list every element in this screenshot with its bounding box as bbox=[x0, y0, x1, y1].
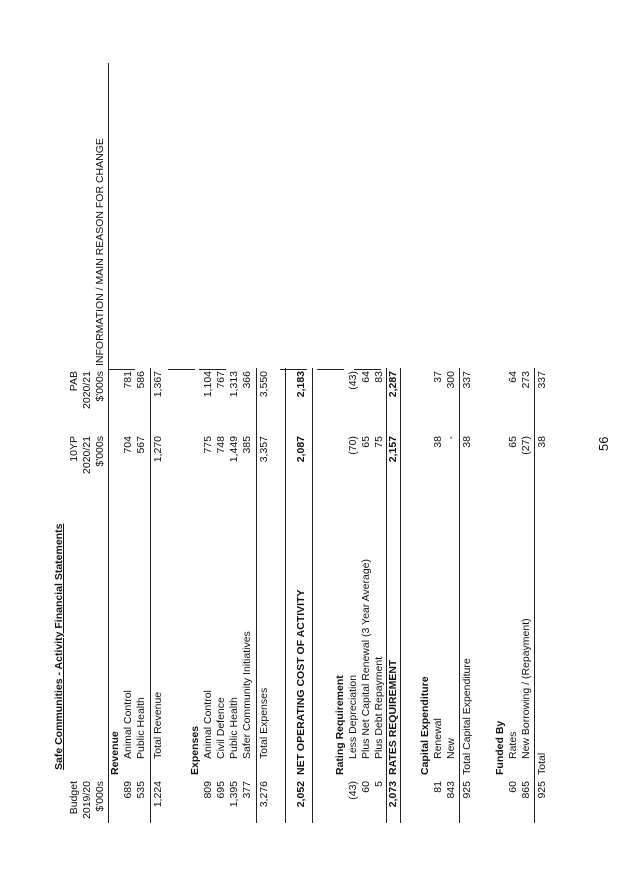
pab-header-3: $'000s bbox=[94, 371, 106, 402]
rating-row-1-budget: (43) bbox=[347, 781, 359, 800]
expenses-row-4-label: Safer Community Initiatives bbox=[241, 631, 253, 759]
funded-total-tenyp: 38 bbox=[536, 436, 548, 448]
revenue-total-pab: 1,367 bbox=[152, 371, 164, 398]
revenue-heading: Revenue bbox=[109, 731, 121, 775]
info-header: INFORMATION / MAIN REASON FOR CHANGE bbox=[94, 138, 106, 366]
funded-total-label: Total bbox=[536, 752, 548, 775]
capex-total-budget: 925 bbox=[461, 781, 473, 799]
funded-row-2-label: New Borrowing / (Repayment) bbox=[520, 618, 532, 759]
net-budget: 2,052 bbox=[295, 781, 307, 808]
funded-row-2-budget: 865 bbox=[520, 781, 532, 799]
reason-divider-revenue bbox=[108, 369, 135, 370]
expenses-row-2-tenyp: 748 bbox=[215, 436, 227, 454]
rating-row-1-label: Less Depreciation bbox=[347, 674, 359, 759]
expenses-row-2-label: Civil Defence bbox=[215, 697, 227, 759]
reason-divider-capex bbox=[317, 369, 344, 370]
expenses-row-3-label: Public Health bbox=[228, 697, 240, 759]
rates-pab: 2,287 bbox=[387, 371, 399, 398]
tenyp-header-3: $'000s bbox=[94, 436, 106, 467]
page-number: 56 bbox=[596, 436, 611, 451]
expenses-total-pab: 3,550 bbox=[258, 371, 270, 398]
funded-total-pab: 337 bbox=[536, 371, 548, 389]
capex-row-1-budget: 81 bbox=[432, 781, 444, 793]
rates-budget: 2,073 bbox=[387, 781, 399, 808]
expenses-row-3-tenyp: 1,449 bbox=[228, 436, 240, 463]
revenue-total-rule bbox=[150, 368, 151, 823]
expenses-row-2-pab: 767 bbox=[215, 371, 227, 389]
revenue-total-tenyp: 1,270 bbox=[152, 436, 164, 463]
capex-row-1-tenyp: 38 bbox=[432, 436, 444, 448]
expenses-row-4-budget: 377 bbox=[241, 781, 253, 799]
budget-header-2: 2019/20 bbox=[81, 781, 93, 819]
funded-row-2-pab: 273 bbox=[520, 371, 532, 389]
tenyp-header-2: 2020/21 bbox=[81, 436, 93, 474]
tenyp-header-1: 10YP bbox=[68, 436, 80, 462]
revenue-row-1-tenyp: 704 bbox=[122, 436, 134, 454]
net-pab: 2,183 bbox=[295, 371, 307, 398]
funded-total-budget: 925 bbox=[536, 781, 548, 799]
rating-row-2-label: Plus Net Capital Renewal (3 Year Average) bbox=[360, 558, 372, 759]
rating-row-3-budget: 5 bbox=[373, 781, 385, 787]
funded-row-1-pab: 64 bbox=[507, 371, 519, 383]
funded-row-1-label: Rates bbox=[507, 731, 519, 759]
rating-row-3-label: Plus Debt Repayment bbox=[373, 656, 385, 759]
funded-total-rule bbox=[534, 368, 535, 823]
rating-row-2-budget: 60 bbox=[360, 781, 372, 793]
rates-label: RATES REQUIREMENT bbox=[387, 659, 399, 775]
rating-heading: Rating Requirement bbox=[334, 675, 346, 775]
revenue-row-1-budget: 689 bbox=[122, 781, 134, 799]
revenue-row-1-pab: 781 bbox=[122, 371, 134, 389]
funded-row-1-budget: 60 bbox=[507, 781, 519, 793]
capex-row-2-budget: 843 bbox=[445, 781, 457, 799]
rating-row-3-tenyp: 75 bbox=[373, 436, 385, 448]
expenses-row-1-budget: 809 bbox=[202, 781, 214, 799]
rates-bottom-rule bbox=[400, 368, 401, 823]
expenses-total-label: Total Expenses bbox=[258, 687, 270, 759]
rating-row-3-pab: 83 bbox=[373, 371, 385, 383]
page-title: Safe Communities - Activity Financial Statements bbox=[53, 523, 65, 770]
revenue-row-1-label: Animal Control bbox=[122, 690, 134, 759]
capex-total-pab: 337 bbox=[461, 371, 473, 389]
net-top-rule bbox=[285, 368, 286, 823]
revenue-row-2-pab: 586 bbox=[135, 371, 147, 389]
pab-header-2: 2020/21 bbox=[81, 371, 93, 409]
rating-row-1-pab: (43) bbox=[347, 371, 359, 390]
revenue-total-label: Total Revenue bbox=[152, 691, 164, 759]
budget-header-1: Budget bbox=[68, 781, 80, 815]
net-tenyp: 2,087 bbox=[295, 436, 307, 463]
capex-row-1-pab: 37 bbox=[432, 371, 444, 383]
expenses-row-2-budget: 695 bbox=[215, 781, 227, 799]
capex-heading: Capital Expenditure bbox=[419, 676, 431, 775]
pab-header-1: PAB bbox=[68, 371, 80, 392]
net-bottom-rule bbox=[312, 368, 313, 823]
capex-row-1-label: Renewal bbox=[432, 718, 444, 759]
expenses-total-tenyp: 3,357 bbox=[258, 436, 270, 463]
rates-tenyp: 2,157 bbox=[387, 436, 399, 463]
capex-row-2-tenyp: - bbox=[445, 436, 457, 440]
header-rule bbox=[108, 63, 109, 823]
revenue-row-2-tenyp: 567 bbox=[135, 436, 147, 454]
capex-row-2-label: New bbox=[445, 737, 457, 759]
expenses-row-3-pab: 1,313 bbox=[228, 371, 240, 398]
reason-divider-funded bbox=[354, 369, 381, 370]
net-label: NET OPERATING COST OF ACTIVITY bbox=[295, 589, 307, 775]
expenses-row-1-label: Animal Control bbox=[202, 690, 214, 759]
capex-row-2-pab: 300 bbox=[445, 371, 457, 389]
reason-divider-expenses bbox=[168, 369, 195, 370]
revenue-row-2-label: Public Health bbox=[135, 697, 147, 759]
revenue-row-2-budget: 535 bbox=[135, 781, 147, 799]
revenue-total-budget: 1,224 bbox=[152, 781, 164, 808]
capex-total-label: Total Capital Expenditure bbox=[461, 658, 473, 775]
expenses-row-4-pab: 366 bbox=[241, 371, 253, 389]
reason-divider-net bbox=[199, 369, 226, 370]
expenses-row-4-tenyp: 385 bbox=[241, 436, 253, 454]
expenses-row-3-budget: 1,395 bbox=[228, 781, 240, 808]
budget-header-3: $'000s bbox=[94, 781, 106, 812]
capex-total-tenyp: 38 bbox=[461, 436, 473, 448]
expenses-row-1-tenyp: 775 bbox=[202, 436, 214, 454]
capex-total-rule bbox=[459, 368, 460, 823]
expenses-heading: Expenses bbox=[189, 725, 201, 775]
rating-row-2-pab: 64 bbox=[360, 371, 372, 383]
expenses-total-budget: 3,276 bbox=[258, 781, 270, 808]
expenses-total-rule bbox=[256, 368, 257, 823]
rating-row-1-tenyp: (70) bbox=[347, 436, 359, 455]
rating-row-2-tenyp: 65 bbox=[360, 436, 372, 448]
funded-row-2-tenyp: (27) bbox=[520, 436, 532, 455]
funded-heading: Funded By bbox=[494, 720, 506, 775]
expenses-row-1-pab: 1,104 bbox=[202, 371, 214, 398]
funded-row-1-tenyp: 65 bbox=[507, 436, 519, 448]
